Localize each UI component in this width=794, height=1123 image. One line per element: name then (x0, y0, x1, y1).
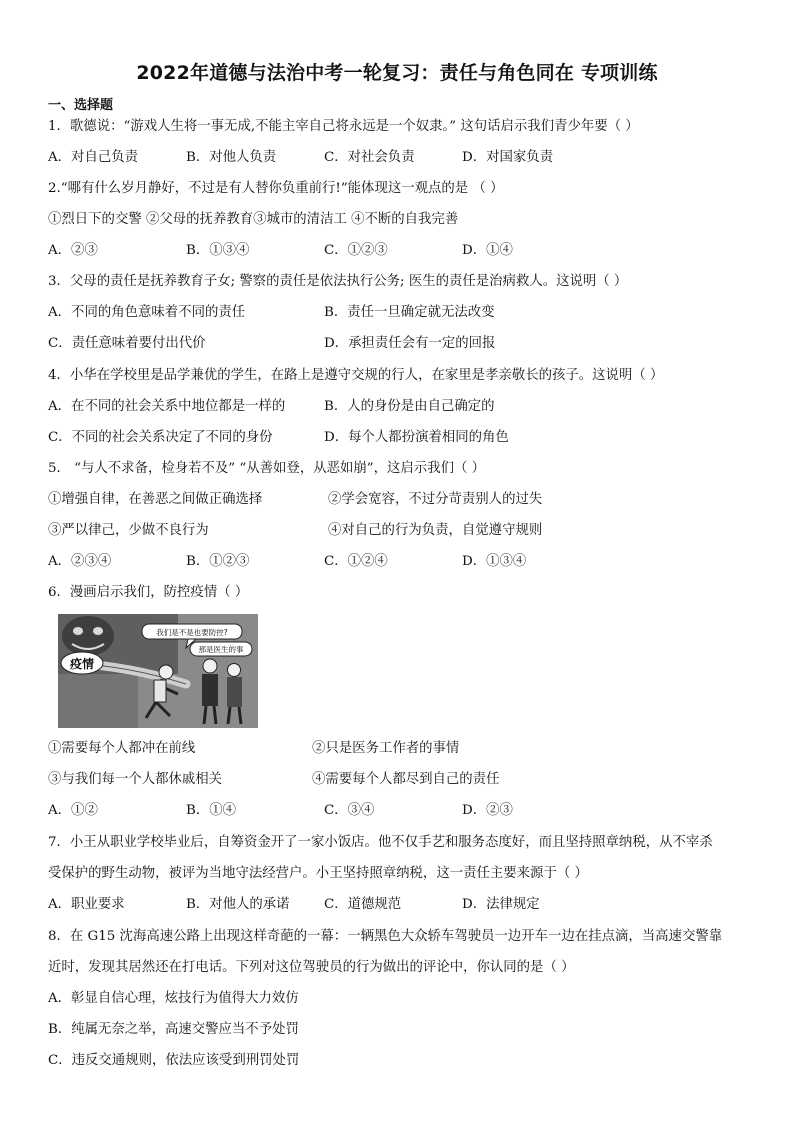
q6-option-c[interactable]: C．③④ (324, 803, 375, 818)
q8-stem-line1: 8．在 G15 沈海高速公路上出现这样奇葩的一幕：一辆黑色大众轿车驾驶员一边开车一边在挂点滴，当高速交警靠 (48, 929, 723, 944)
q2-items: ①烈日下的交警 ②父母的抚养教育③城市的清洁工 ④不断的自我完善 (48, 212, 459, 227)
q4-option-d[interactable]: D．每个人都扮演着相同的角色 (324, 430, 509, 445)
q5-option-b[interactable]: B．①②③ (186, 554, 250, 569)
q6-option-b[interactable]: B．①④ (186, 803, 237, 818)
q1-option-b[interactable]: B．对他人负责 (186, 150, 277, 165)
q1-option-a[interactable]: A．对自己负责 (48, 150, 139, 165)
q5-item-3: ③严以律己，少做不良行为 (48, 523, 209, 538)
q5-item-1: ①增强自律，在善恶之间做正确选择 (48, 492, 263, 507)
q2-option-b[interactable]: B．①③④ (186, 243, 250, 258)
q6-option-d[interactable]: D．②③ (462, 803, 513, 818)
q6-option-a[interactable]: A．①② (48, 803, 98, 818)
cartoon-bubble-2: 那是医生的事 (198, 645, 244, 654)
q4-option-c[interactable]: C．不同的社会关系决定了不同的身份 (48, 430, 273, 445)
q4-option-a[interactable]: A．在不同的社会关系中地位都是一样的 (48, 399, 286, 414)
q1-stem: 1．歌德说：“游戏人生将一事无成,不能主宰自己将永远是一个奴隶。” 这句话启示我们青少年要（ ） (48, 119, 639, 134)
q5-item-2: ②学会宽容，不过分苛责别人的过失 (328, 492, 543, 507)
q8-option-c[interactable]: C．违反交通规则，依法应该受到刑罚处罚 (48, 1053, 300, 1068)
q2-option-c[interactable]: C．①②③ (324, 243, 388, 258)
q3-option-c[interactable]: C．责任意味着要付出代价 (48, 336, 206, 351)
q4-option-b[interactable]: B．人的身份是由自己确定的 (324, 399, 495, 414)
q6-stem: 6．漫画启示我们，防控疫情（ ） (48, 585, 249, 600)
q7-stem-line1: 7．小王从职业学校毕业后，自筹资金开了一家小饭店。他不仅手艺和服务态度好，而且坚持照章纳税，从不宰杀 (48, 835, 713, 850)
q5-item-4: ④对自己的行为负责，自觉遵守规则 (328, 523, 543, 538)
q8-stem-line2: 近时，发现其居然还在打电话。下列对这位驾驶员的行为做出的评论中，你认同的是（ ） (48, 960, 575, 975)
q2-stem: 2.“哪有什么岁月静好，不过是有人替你负重前行!”能体现这一观点的是 （ ） (48, 181, 504, 196)
q6-item-4: ④需要每个人都尽到自己的责任 (312, 772, 500, 787)
cartoon-label: 疫情 (69, 657, 95, 671)
cartoon-bubble-1: 我们是不是也要防控? (156, 628, 228, 637)
q6-item-2: ②只是医务工作者的事情 (312, 741, 460, 756)
q4-stem: 4．小华在学校里是品学兼优的学生，在路上是遵守交规的行人，在家里是孝亲敬长的孩子。这说明（ ） (48, 368, 664, 383)
q7-option-c[interactable]: C．道德规范 (324, 897, 402, 912)
q7-option-a[interactable]: A．职业要求 (48, 897, 125, 912)
q8-option-b[interactable]: B．纯属无奈之举，高速交警应当不予处罚 (48, 1022, 299, 1037)
q5-option-c[interactable]: C．①②④ (324, 554, 388, 569)
cartoon-illustration (58, 614, 258, 728)
q6-item-3: ③与我们每一个人都休戚相关 (48, 772, 223, 787)
q3-option-b[interactable]: B．责任一旦确定就无法改变 (324, 305, 495, 320)
q8-option-a[interactable]: A．彰显自信心理，炫技行为值得大力效仿 (48, 991, 299, 1006)
q7-stem-line2: 受保护的野生动物，被评为当地守法经营户。小王坚持照章纳税，这一责任主要来源于（ ） (48, 866, 588, 881)
q1-option-d[interactable]: D．对国家负责 (462, 150, 554, 165)
q5-stem: 5． “与人不求备，检身若不及” “从善如登，从恶如崩”，这启示我们（ ） (48, 461, 485, 476)
q2-option-d[interactable]: D．①④ (462, 243, 513, 258)
q1-option-c[interactable]: C．对社会负责 (324, 150, 415, 165)
epidemic-cartoon (58, 614, 258, 728)
section-heading: 一、选择题 (48, 98, 114, 113)
q7-option-d[interactable]: D．法律规定 (462, 897, 540, 912)
q3-stem: 3．父母的责任是抚养教育子女; 警察的责任是依法执行公务; 医生的责任是治病救人。这说明（ ） (48, 274, 628, 289)
q7-option-b[interactable]: B．对他人的承诺 (186, 897, 290, 912)
q3-option-a[interactable]: A．不同的角色意味着不同的责任 (48, 305, 246, 320)
q6-item-1: ①需要每个人都冲在前线 (48, 741, 196, 756)
q3-option-d[interactable]: D．承担责任会有一定的回报 (324, 336, 496, 351)
q2-option-a[interactable]: A．②③ (48, 243, 98, 258)
q5-option-d[interactable]: D．①③④ (462, 554, 527, 569)
q5-option-a[interactable]: A．②③④ (48, 554, 112, 569)
page-title: 2022年道德与法治中考一轮复习：责任与角色同在 专项训练 (136, 62, 658, 84)
